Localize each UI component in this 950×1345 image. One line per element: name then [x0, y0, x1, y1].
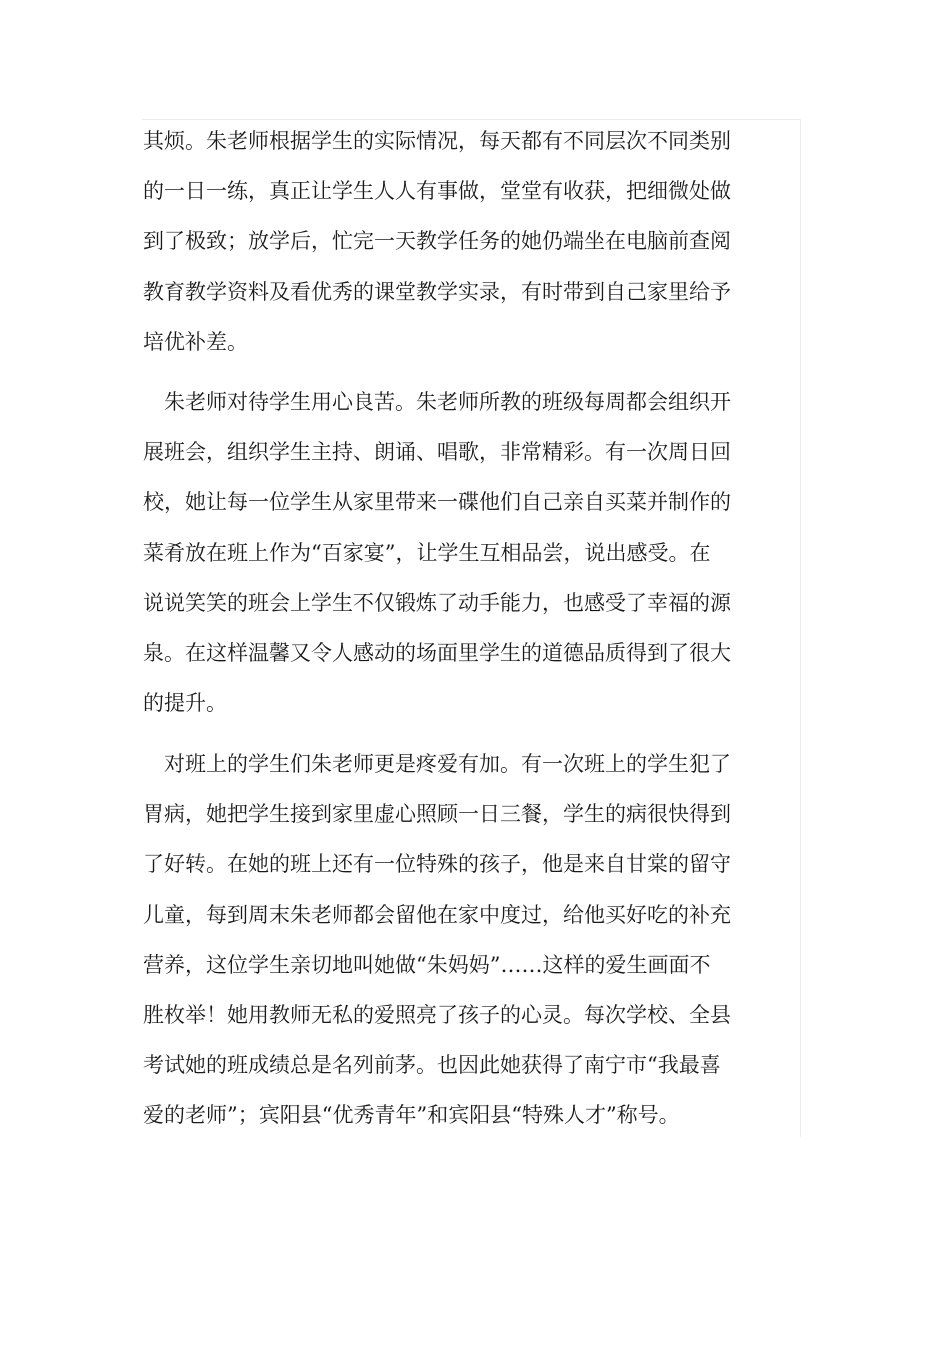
text-line: 营养，这位学生亲切地叫她做“朱妈妈”……这样的爱生画面不 [143, 952, 711, 977]
text-line: 胃病，她把学生接到家里虚心照顾一日三餐，学生的病很快得到 [143, 802, 731, 827]
text-line: 了好转。在她的班上还有一位特殊的孩子，他是来自甘棠的留守 [143, 852, 731, 877]
text-line: 对班上的学生们朱老师更是疼爱有加。有一次班上的学生犯了 [143, 752, 731, 776]
text-line: 胜枚举！她用教师无私的爱照亮了孩子的心灵。每次学校、全县 [143, 1002, 731, 1027]
text-line: 的提升。 [143, 691, 227, 716]
text-line: 考试她的班成绩总是名列前茅。也因此她获得了南宁市“我最喜 [143, 1053, 721, 1078]
text-line: 朱老师对待学生用心良苦。朱老师所教的班级每周都会组织开 [143, 390, 731, 414]
text-line: 儿童，每到周末朱老师都会留他在家中度过，给他买好吃的补充 [143, 902, 731, 927]
paragraph-2 [143, 377, 731, 728]
text-line: 教育教学资料及看优秀的课堂教学实录，有时带到自己家里给予 [143, 279, 731, 304]
text-line: 其烦。朱老师根据学生的实际情况，每天都有不同层次不同类别 [143, 129, 731, 153]
text-line: 爱的老师”；宾阳县“优秀青年”和宾阳县“特殊人才”称号。 [143, 1103, 680, 1128]
text-line: 培优补差。 [143, 329, 248, 354]
paragraph-3 [143, 739, 731, 1141]
paragraph-1 [143, 116, 731, 367]
text-line: 展班会，组织学生主持、朗诵、唱歌，非常精彩。有一次周日回 [143, 440, 731, 465]
text-line: 菜肴放在班上作为“百家宴”，让学生互相品尝，说出感受。在 [143, 540, 711, 565]
text-line: 说说笑笑的班会上学生不仅锻炼了动手能力，也感受了幸福的源 [143, 590, 731, 615]
text-line: 校，她让每一位学生从家里带来一碟他们自己亲自买菜并制作的 [143, 490, 731, 515]
text-line: 的一日一练，真正让学生人人有事做，堂堂有收获，把细微处做 [143, 179, 731, 204]
text-line: 到了极致；放学后，忙完一天教学任务的她仍端坐在电脑前查阅 [143, 229, 731, 254]
text-line: 泉。在这样温馨又令人感动的场面里学生的道德品质得到了很大 [143, 640, 731, 665]
